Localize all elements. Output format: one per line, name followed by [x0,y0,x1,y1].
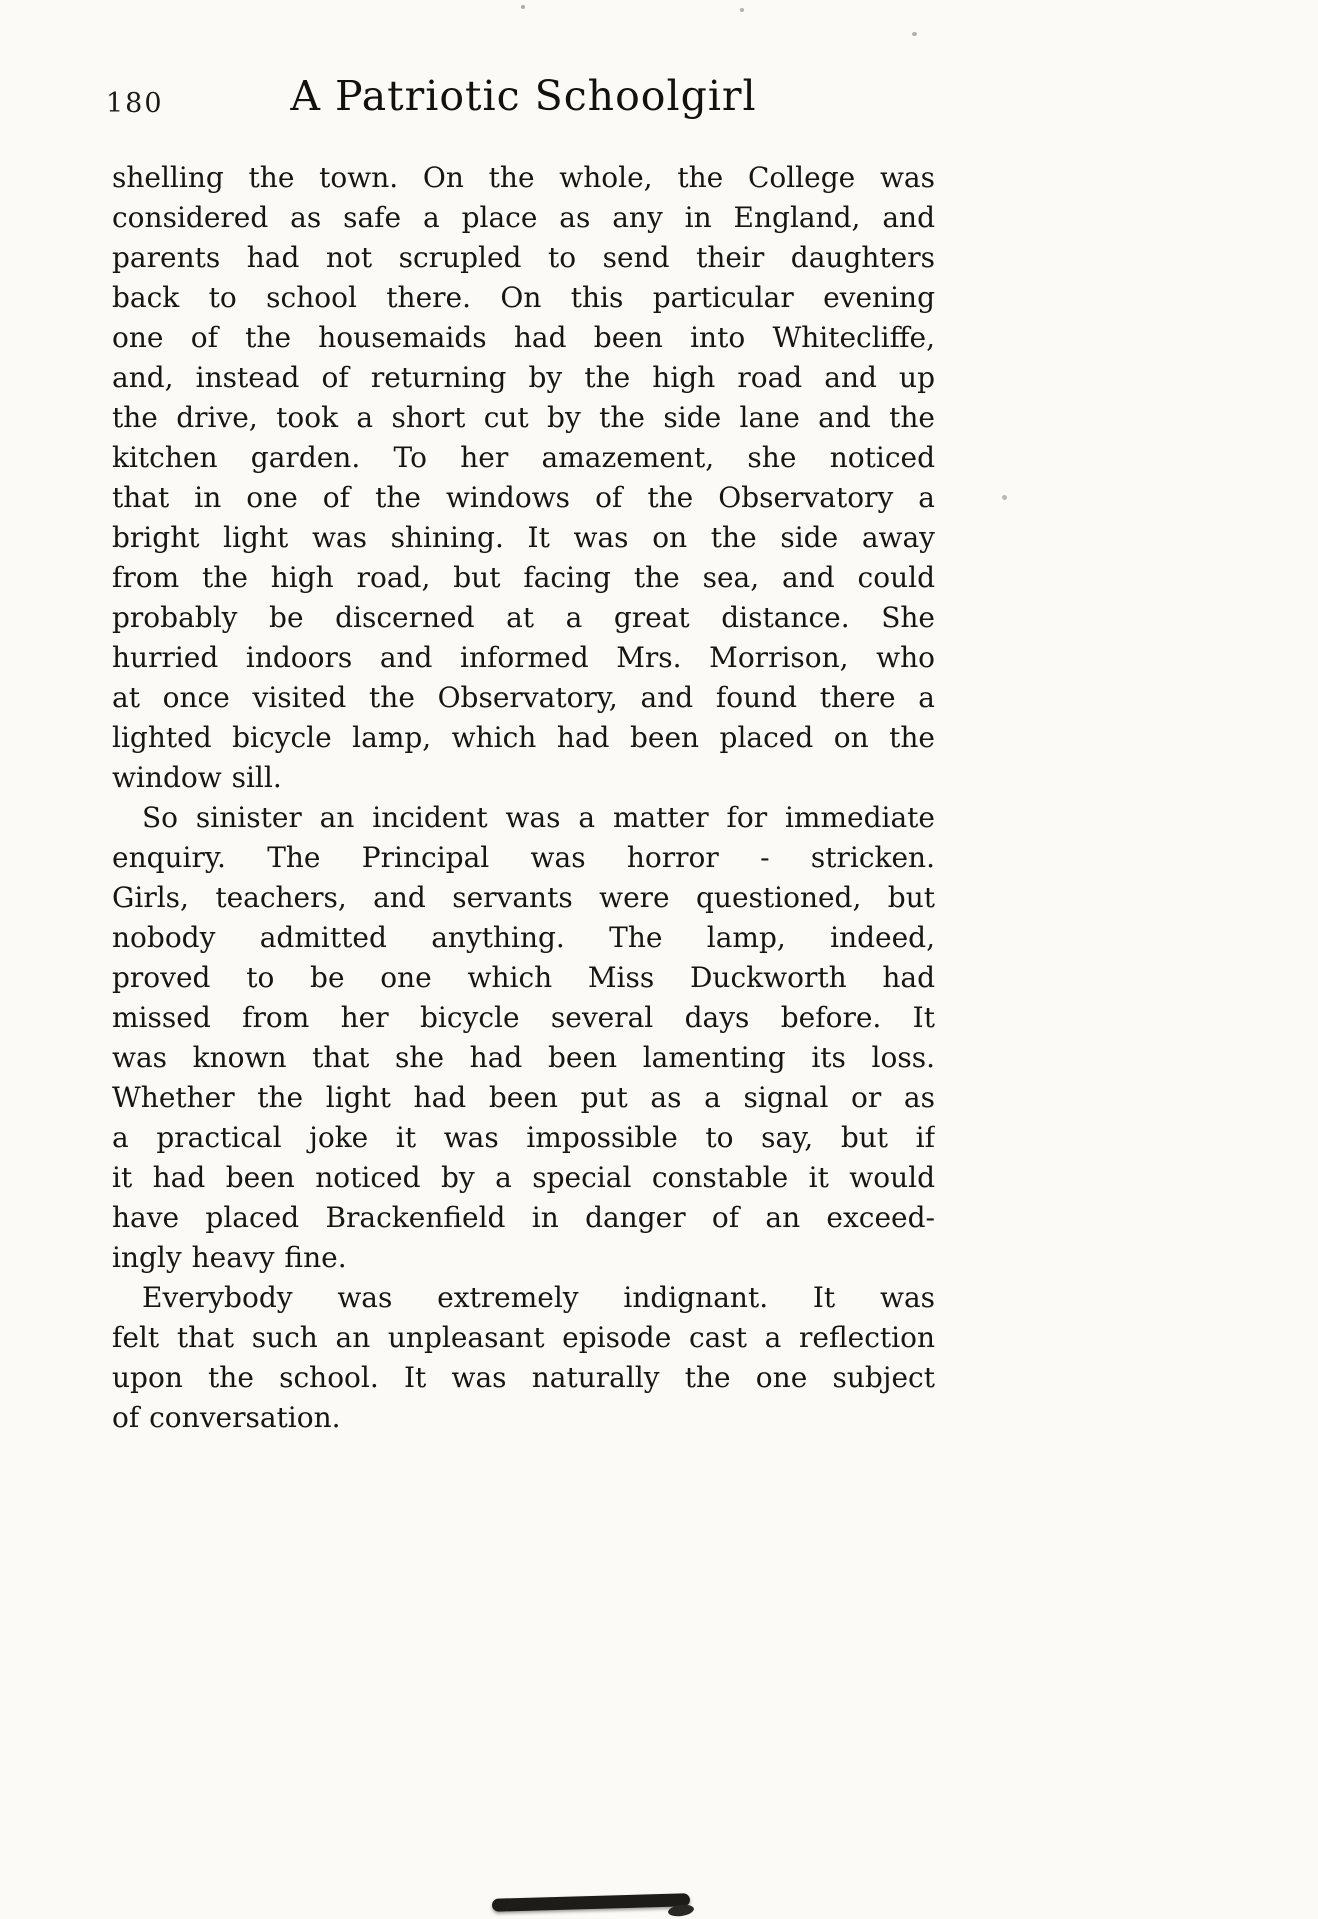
text-line: felt that such an unpleasant episode cast a reflection [112,1321,935,1354]
text-line: considered as safe a place as any in England, and [112,201,935,234]
text-line: and, instead of returning by the high road and up [112,361,935,394]
page-number: 180 [106,88,164,119]
text-line: Girls, teachers, and servants were questioned, but [112,881,935,914]
text-line: window sill. [112,761,282,794]
text-line: hurried indoors and informed Mrs. Morrison, who [112,641,935,674]
text-line: bright light was shining. It was on the side away [112,521,935,554]
text-line: shelling the town. On the whole, the College was [112,161,935,194]
scan-artifact [912,32,917,36]
text-line: was known that she had been lamenting its loss. [112,1041,935,1074]
text-line: from the high road, but facing the sea, and could [112,561,935,594]
text-line: a practical joke it was impossible to say, but if [112,1121,935,1154]
scan-artifact [1002,495,1007,500]
text-line: probably be discerned at a great distance. She [112,601,935,634]
body-text [112,158,935,1438]
text-line: it had been noticed by a special constable it would [112,1161,935,1194]
text-line: kitchen garden. To her amazement, she noticed [112,441,935,474]
page-header [106,0,935,140]
text-line: at once visited the Observatory, and found there a [112,681,935,714]
text-line: proved to be one which Miss Duckworth had [112,961,935,994]
text-line: parents had not scrupled to send their daughters [112,241,935,274]
text-line: So sinister an incident was a matter for immediate [142,801,935,834]
page-title: A Patriotic Schoolgirl [290,72,757,120]
paragraph [112,1278,935,1438]
text-line: that in one of the windows of the Observatory a [112,481,935,514]
text-line: ingly heavy fine. [112,1241,347,1274]
text-line: missed from her bicycle several days before. It [112,1001,935,1034]
scan-artifact [492,1893,690,1912]
text-line: enquiry. The Principal was horror - stricken. [112,841,935,874]
text-line: lighted bicycle lamp, which had been placed on the [112,721,935,754]
text-line: Everybody was extremely indignant. It was [142,1281,935,1314]
paragraph [112,798,935,1278]
text-line: back to school there. On this particular evening [112,281,935,314]
text-line: the drive, took a short cut by the side lane and the [112,401,935,434]
paragraph [112,158,935,798]
text-line: one of the housemaids had been into Whitecliffe, [112,321,935,354]
scan-artifact [521,5,525,9]
text-line: upon the school. It was naturally the one subject [112,1361,935,1394]
text-line: nobody admitted anything. The lamp, indeed, [112,921,935,954]
text-line: of conversation. [112,1401,341,1434]
text-line: have placed Brackenfield in danger of an exceed- [112,1201,935,1234]
scan-artifact [740,8,744,12]
text-line: Whether the light had been put as a signal or as [112,1081,935,1114]
